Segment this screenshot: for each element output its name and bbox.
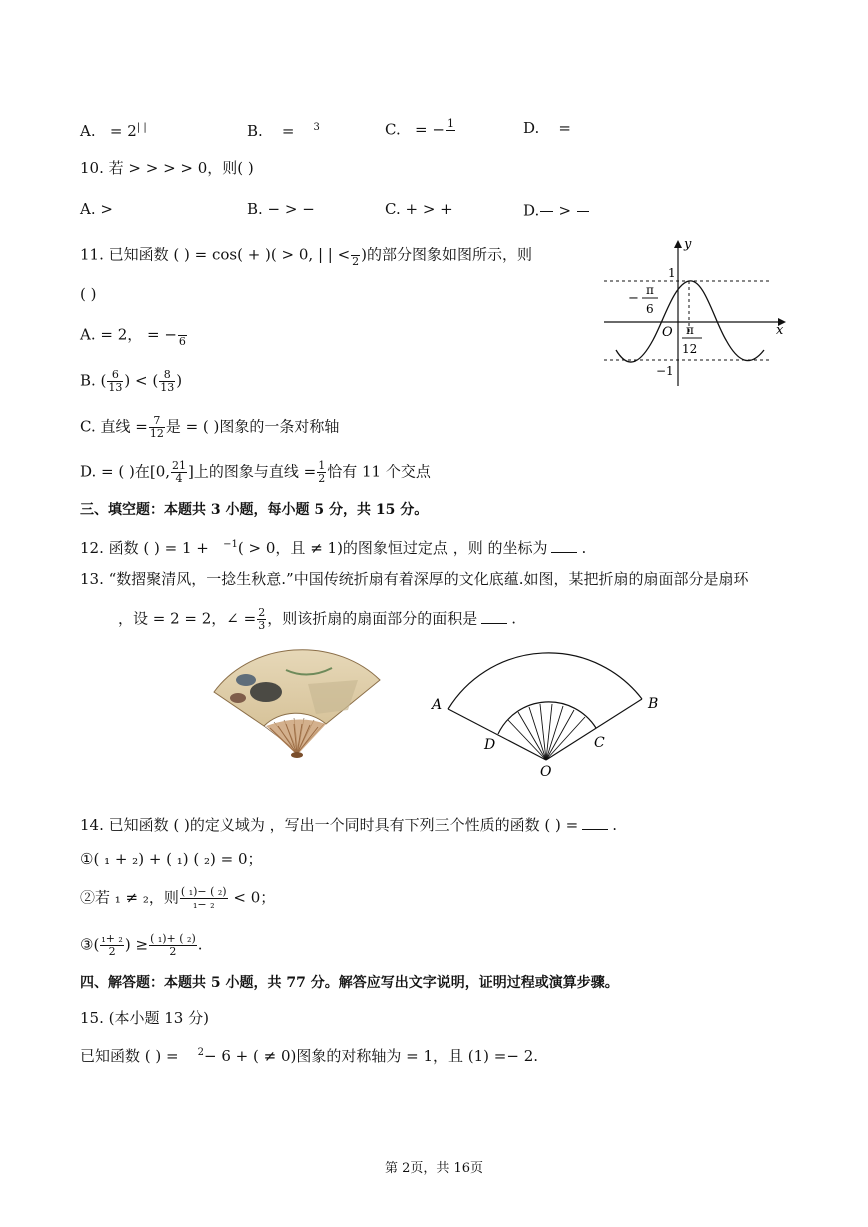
tick-left-num: π	[646, 283, 654, 297]
label-d: D	[484, 737, 496, 753]
q13-answer-blank[interactable]	[481, 609, 507, 624]
tick-1: 1	[668, 266, 676, 280]
q9-option-b: B. = $^3$	[247, 122, 320, 140]
q10-option-c: C. + > +	[385, 200, 453, 218]
q11-option-a: A. = 2， = − 6	[80, 323, 188, 348]
y-label: y	[684, 237, 692, 252]
q11-option-c: C. 直线 = $\frac{7}{12}$ 是 = ( )图象的一条对称轴	[80, 414, 340, 440]
section-4-heading: 四、解答题：本题共 5 小题，共 77 分。解答应写出文字说明，证明过程或演算步骤。	[80, 975, 619, 991]
q10-stem: 10. 若 > > > > 0，则( )	[80, 159, 254, 177]
outer-arc	[448, 653, 642, 709]
q9-option-c: C. = − 1	[385, 117, 454, 139]
tick-neg-1: −1	[656, 364, 674, 378]
tick-right-num: π	[686, 323, 694, 337]
y-axis-arrow-icon	[674, 240, 682, 248]
q9-option-d: D. =	[523, 119, 571, 137]
q10-option-a: A. >	[80, 200, 113, 218]
q11-paren: ( )	[80, 285, 97, 303]
q10-option-d: D. >	[523, 199, 590, 224]
page-footer: 第 2页，共 16页	[384, 1161, 484, 1176]
tick-left-den: 6	[646, 302, 654, 316]
q14-property-2: ②若 ₁ ≠ ₂，则 ( ₁)− ( ₂) ₁− ₂ < 0；	[80, 885, 276, 911]
tick-left-sign: −	[628, 291, 639, 306]
inner-arc	[498, 702, 596, 734]
q14-property-3: ③( ₁+ ₂ 2 ) ≥ ( ₁)+ ( ₂) 2 .	[80, 932, 203, 958]
q14-stem: 14. 已知函数 ( )的定义域为 ，写出一个同时具有下列三个性质的函数 ( ) = .	[80, 816, 617, 834]
q9-option-a: A. = 2| |	[80, 122, 147, 140]
q13-line1: 13. “数摺聚清风，一捻生秋意.”中国传统折扇有着深厚的文化底蕴.如图，某把折扇的扇面部分是扇环	[80, 570, 749, 588]
q14-property-1: ①( ₁ + ₂) + ( ₁) ( ₂) = 0；	[80, 850, 263, 868]
folding-fan-image	[208, 640, 388, 762]
fan-sector-diagram	[428, 640, 668, 782]
section-3-heading: 三、填空题：本题共 3 小题，每小题 5 分，共 15 分。	[80, 502, 429, 518]
label-o: O	[540, 764, 552, 780]
q15-body: 已知函数 ( ) = $^2$− 6 + ( ≠ 0)图象的对称轴为 = 1，且 (1) =− 2.	[80, 1047, 539, 1065]
q11-stem: 11. 已知函数 ( ) = cos( + )( > 0, | | < 2 )的部分图象如图所示，则	[80, 243, 532, 268]
q11-option-d: D. = ( )在[0, $\frac{21}{4}$ ]上的图象与直线 = $\frac{1}{2}$ 恰有 11 个交点	[80, 459, 431, 485]
q12-answer-blank[interactable]	[551, 538, 577, 553]
q11-option-b: B. ( $\frac{6}{13}$ ) < ( $\frac{8}{13}$ )	[80, 368, 183, 394]
q15-heading: 15. (本小题 13 分)	[80, 1009, 209, 1027]
q14-answer-blank[interactable]	[582, 815, 608, 830]
fan-ribs	[508, 704, 585, 760]
q12-stem: 12. 函数 ( ) = 1 + $^{-1}$( > 0，且 ≠ 1)的图象恒过定点 ，则 的坐标为 .	[80, 539, 587, 557]
origin-label: O	[662, 325, 673, 340]
q10-option-b: B. − > −	[247, 200, 315, 218]
label-a: A	[432, 697, 443, 713]
label-c: C	[594, 735, 605, 751]
tick-right-den: 12	[682, 342, 698, 356]
q11-cosine-graph	[598, 232, 794, 392]
q13-line2: ，设 = 2 = 2，∠ = $\frac{2}{3}$ ，则该折扇的扇面部分的面积是 .	[118, 606, 516, 632]
x-label: x	[776, 323, 784, 338]
label-b: B	[648, 696, 659, 712]
